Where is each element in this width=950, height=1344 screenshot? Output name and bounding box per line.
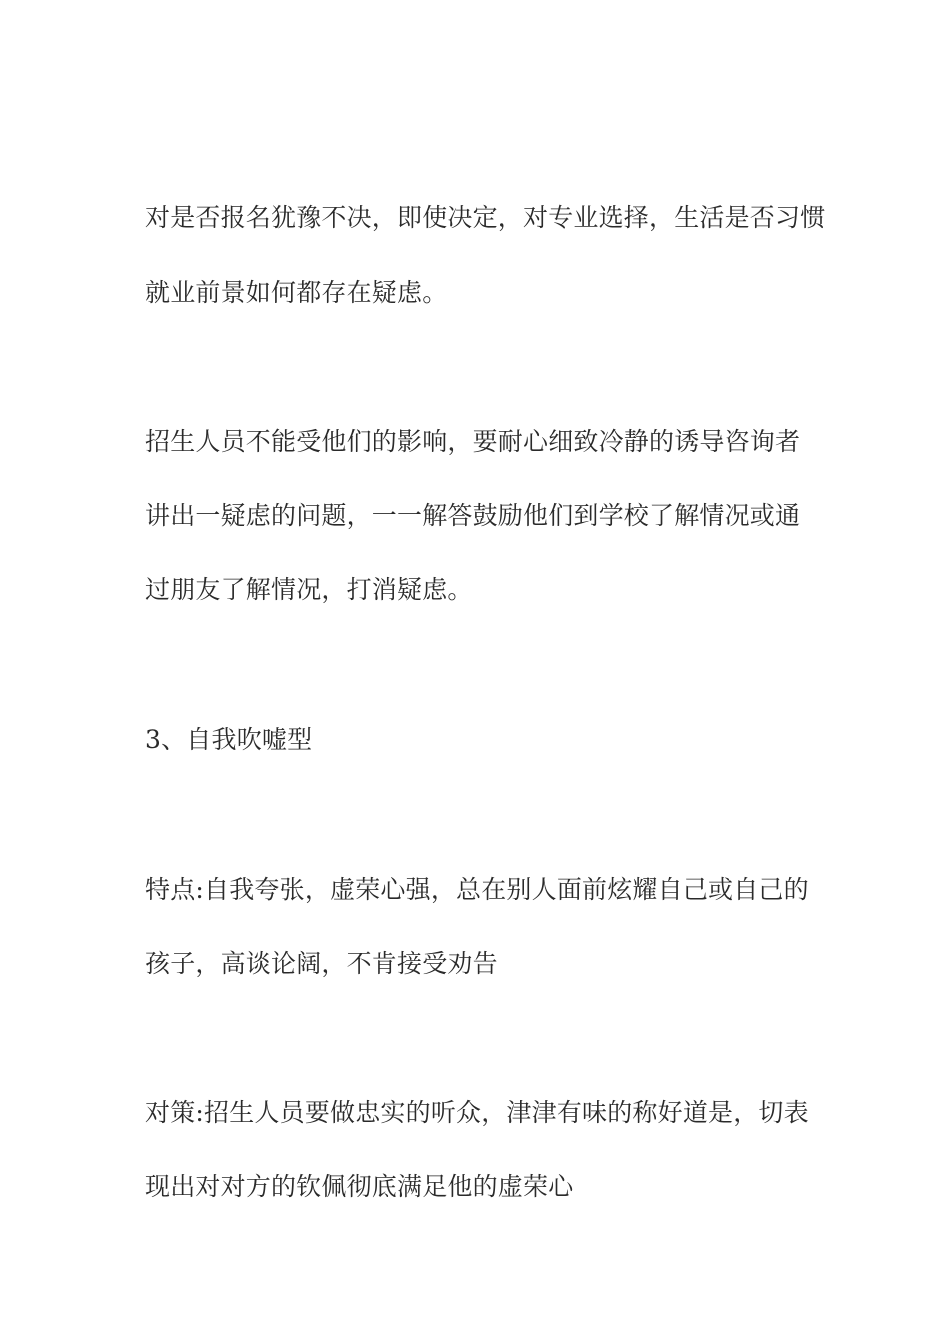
text-line: 对是否报名犹豫不决，即使决定，对专业选择，生活是否习惯 (145, 203, 826, 232)
text-line: 讲出一疑虑的问题，一一解答鼓励他们到学校了解情况或通 (145, 501, 801, 530)
text-line: 孩子，高谈论阔，不肯接受劝告 (145, 949, 498, 978)
heading-self-boasting-type: 3、自我吹嘘型 (145, 725, 313, 754)
text-line: 现出对对方的钦佩彻底满足他的虚荣心 (145, 1172, 574, 1201)
text-line: 招生人员不能受他们的影响，要耐心细致冷静的诱导咨询者 (145, 427, 801, 456)
text-line: 特点:自我夸张，虚荣心强，总在别人面前炫耀自己或自己的 (145, 875, 809, 904)
text-line: 就业前景如何都存在疑虑。 (145, 278, 448, 307)
text-line: 过朋友了解情况，打消疑虑。 (145, 575, 473, 604)
text-line: 对策:招生人员要做忠实的听众，津津有味的称好道是，切表 (145, 1098, 809, 1127)
